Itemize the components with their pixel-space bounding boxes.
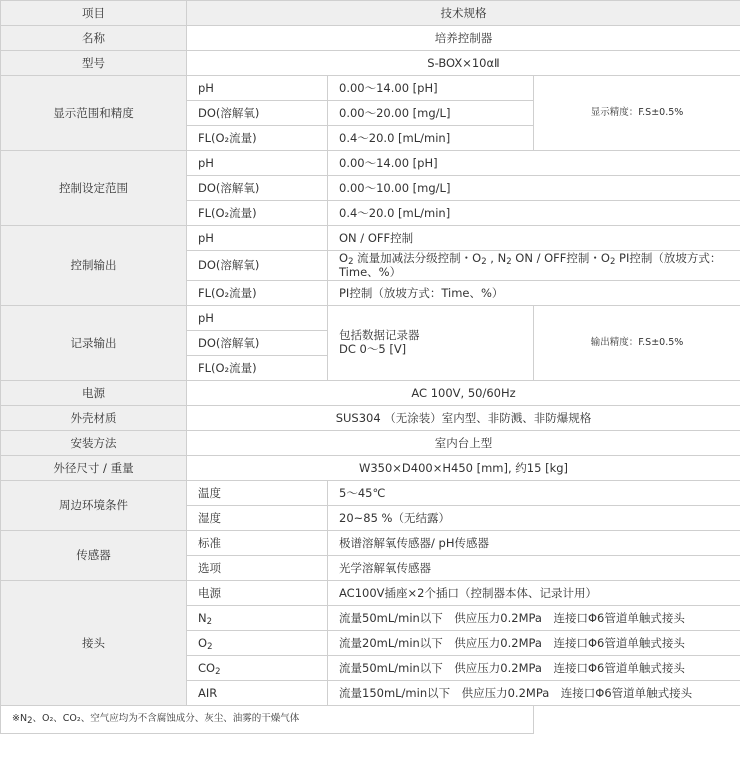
connection-footnote-row <box>1 705 740 733</box>
control-range-value: 0.4～20.0 [mL/min] <box>328 201 740 226</box>
power-label: 电源 <box>1 380 187 405</box>
dimensions-value: W350×D400×H450 [mm], 约15 [kg] <box>187 455 740 480</box>
connection-value: 流量150mL/min以下 供应压力0.2MPa 连接口Φ6管道单触式接头 <box>328 680 740 705</box>
control-range-row-ph <box>1 151 740 176</box>
row-install <box>1 430 740 455</box>
connection-param-o2: $O_2$ <box>187 630 328 655</box>
control-output-param: pH <box>187 226 328 251</box>
display-label: 显示范围和精度 <box>1 76 187 151</box>
record-output-param: FL(O₂流量) <box>187 355 328 380</box>
row-dimensions <box>1 455 740 480</box>
sensor-value: 光学溶解氧传感器 <box>328 555 740 580</box>
row-model <box>1 51 740 76</box>
sensor-param: 标准 <box>187 530 328 555</box>
connection-value: 流量20mL/min以下 供应压力0.2MPa 连接口Φ6管道单触式接头 <box>328 630 740 655</box>
control-range-param: DO(溶解氧) <box>187 176 328 201</box>
name-label: 名称 <box>1 26 187 51</box>
table-header-row <box>1 1 740 26</box>
model-value: S-BOX×10αⅡ <box>187 51 740 76</box>
control-output-label: 控制输出 <box>1 226 187 306</box>
sensor-param: 选项 <box>187 555 328 580</box>
housing-label: 外壳材质 <box>1 405 187 430</box>
sensor-value: 极谱溶解氧传感器/ pH传感器 <box>328 530 740 555</box>
display-param: FL(O₂流量) <box>187 126 328 151</box>
control-range-value: 0.00～14.00 [pH] <box>328 151 740 176</box>
connection-param: AIR <box>187 680 328 705</box>
connection-value: 流量50mL/min以下 供应压力0.2MPa 连接口Φ6管道单触式接头 <box>328 655 740 680</box>
control-range-label: 控制设定范围 <box>1 151 187 226</box>
control-output-value: PI控制（放坡方式：Time、%） <box>328 280 740 305</box>
row-housing <box>1 405 740 430</box>
record-output-accuracy-note: 输出精度：F.S±0.5% <box>534 305 740 380</box>
display-param: pH <box>187 76 328 101</box>
control-output-value: ON / OFF控制 <box>328 226 740 251</box>
control-range-param: FL(O₂流量) <box>187 201 328 226</box>
connection-label: 接头 <box>1 580 187 705</box>
connection-param-co2: $CO_2$ <box>187 655 328 680</box>
model-label: 型号 <box>1 51 187 76</box>
housing-value: SUS304 （无涂装）室内型、非防溅、非防爆规格 <box>187 405 740 430</box>
environment-param: 温度 <box>187 480 328 505</box>
connection-footnote: $※N_2$、O₂、CO₂、空气应均为不含腐蚀成分、灰尘、油雾的干燥气体 <box>1 705 534 733</box>
connection-row-power <box>1 580 740 605</box>
connection-param: 电源 <box>187 580 328 605</box>
record-output-param: pH <box>187 305 328 330</box>
environment-label: 周边环境条件 <box>1 480 187 530</box>
record-output-label: 记录输出 <box>1 305 187 380</box>
control-range-param: pH <box>187 151 328 176</box>
display-value: 0.00～14.00 [pH] <box>328 76 534 101</box>
display-accuracy-note: 显示精度：F.S±0.5% <box>534 76 740 151</box>
connection-param-n2: $N_2$ <box>187 605 328 630</box>
sensor-row-standard <box>1 530 740 555</box>
record-output-row-ph <box>1 305 740 330</box>
environment-value: 20~85 %（无结露） <box>328 505 740 530</box>
header-item: 项目 <box>1 1 187 26</box>
control-output-do-value: $O_2$ 流量加减法分级控制・$O_2$ , $N_2$ ON / OFF控制・$O_2$ PI控制（放坡方式：Time、%） <box>328 251 740 281</box>
header-spec: 技术规格 <box>187 1 740 26</box>
display-value: 0.4～20.0 [mL/min] <box>328 126 534 151</box>
dimensions-label: 外径尺寸 / 重量 <box>1 455 187 480</box>
control-range-value: 0.00～10.00 [mg/L] <box>328 176 740 201</box>
install-label: 安装方法 <box>1 430 187 455</box>
display-value: 0.00～20.00 [mg/L] <box>328 101 534 126</box>
connection-value: AC100V插座×2个插口（控制器本体、记录计用） <box>328 580 740 605</box>
name-value: 培养控制器 <box>187 26 740 51</box>
display-row-ph <box>1 76 740 101</box>
record-output-value: 包括数据记录器 DC 0～5 [V] <box>328 305 534 380</box>
control-output-param: DO(溶解氧) <box>187 251 328 281</box>
environment-row-temp <box>1 480 740 505</box>
power-value: AC 100V, 50/60Hz <box>187 380 740 405</box>
row-name <box>1 26 740 51</box>
control-output-param: FL(O₂流量) <box>187 280 328 305</box>
row-power <box>1 380 740 405</box>
display-param: DO(溶解氧) <box>187 101 328 126</box>
sensor-label: 传感器 <box>1 530 187 580</box>
control-output-row-ph <box>1 226 740 251</box>
connection-value: 流量50mL/min以下 供应压力0.2MPa 连接口Φ6管道单触式接头 <box>328 605 740 630</box>
environment-param: 湿度 <box>187 505 328 530</box>
install-value: 室内台上型 <box>187 430 740 455</box>
record-output-param: DO(溶解氧) <box>187 330 328 355</box>
environment-value: 5～45℃ <box>328 480 740 505</box>
